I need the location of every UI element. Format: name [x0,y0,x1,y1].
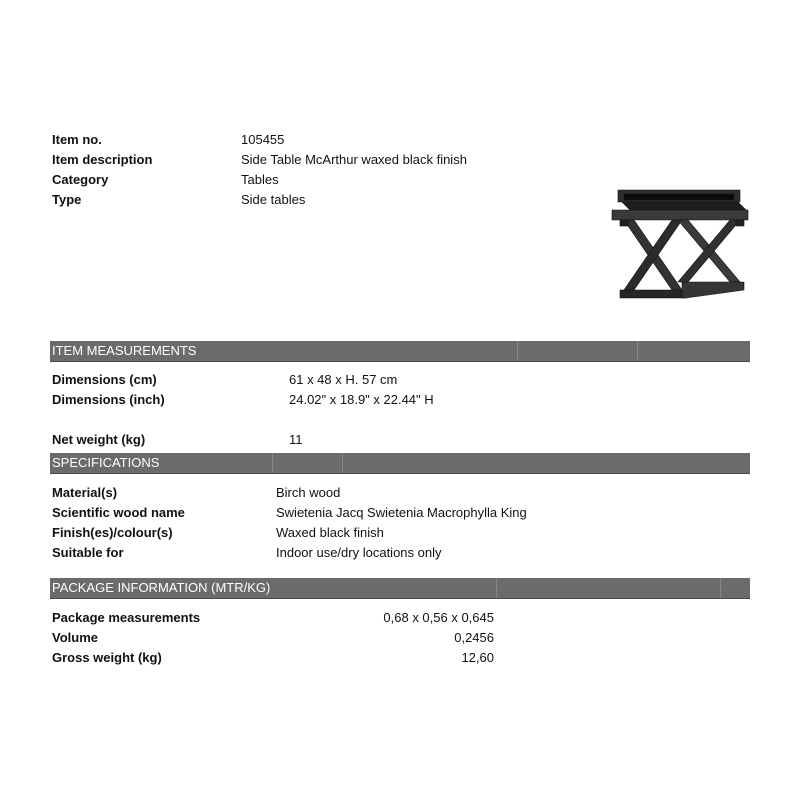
dimensions-inch-label: Dimensions (inch) [52,392,165,407]
package-measurements-label: Package measurements [52,610,201,625]
gross-weight-value: 12,60 [461,650,494,665]
dimensions-cm-value: 61 x 48 x H. 57 cm [289,372,398,387]
package-measurements-row [0,608,800,628]
item-no-value: 105455 [241,132,285,147]
base-side [682,282,744,298]
gross-weight-row [0,648,800,668]
volume-label: Volume [52,630,98,645]
material-value: Birch wood [276,485,341,500]
package-measurements-value: 0,68 x 0,56 x 0,645 [383,610,494,625]
suitable-for-value: Indoor use/dry locations only [276,545,442,560]
net-weight-label: Net weight (kg) [52,432,146,447]
finish-value: Waxed black finish [276,525,384,540]
band-separator [496,578,497,598]
suitable-for-label: Suitable for [52,545,124,560]
side-table-image [608,186,754,314]
item-measurements-header [50,341,750,362]
dimensions-inch-value: 24.02" x 18.9" x 22.44" H [289,392,434,407]
specifications-header [50,453,750,474]
category-value: Tables [241,172,279,187]
type-value: Side tables [241,192,306,207]
scientific-wood-name-label: Scientific wood name [52,505,185,520]
package-information-title: PACKAGE INFORMATION (MTR/KG) [52,580,271,595]
finish-label: Finish(es)/colour(s) [52,525,173,540]
band-separator [517,341,518,361]
item-description-value: Side Table McArthur waxed black finish [241,152,467,167]
volume-value: 0,2456 [454,630,494,645]
package-information-header [50,578,750,599]
specifications-title: SPECIFICATIONS [52,455,160,470]
category-label: Category [52,172,109,187]
band-separator [720,578,721,598]
band-separator [272,453,273,473]
material-label: Material(s) [52,485,118,500]
type-label: Type [52,192,82,207]
item-no-label: Item no. [52,132,102,147]
band-separator [342,453,343,473]
scientific-wood-name-value: Swietenia Jacq Swietenia Macrophylla King [276,505,527,520]
base-front [620,290,686,298]
tray-rim [612,210,748,220]
item-description-label: Item description [52,152,153,167]
volume-row [0,628,800,648]
net-weight-value: 11 [289,432,303,447]
band-separator [637,341,638,361]
dimensions-cm-label: Dimensions (cm) [52,372,157,387]
gross-weight-label: Gross weight (kg) [52,650,162,665]
item-measurements-title: ITEM MEASUREMENTS [52,343,197,358]
